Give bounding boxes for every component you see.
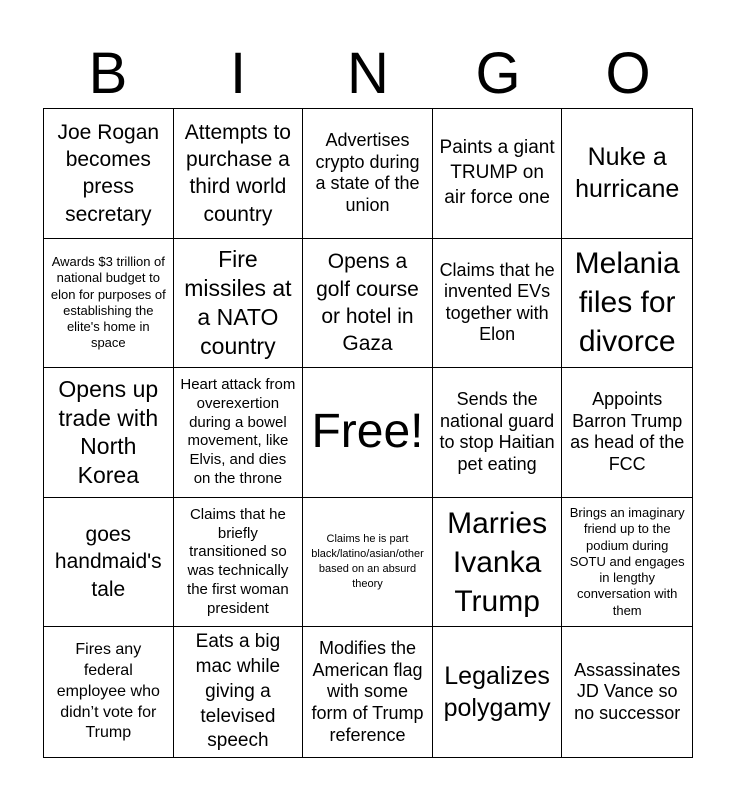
bingo-cell[interactable]: goes handmaid's tale: [44, 498, 174, 628]
bingo-cell[interactable]: Fire missiles at a NATO country: [174, 239, 304, 369]
bingo-cell[interactable]: Melania files for divorce: [562, 239, 692, 369]
bingo-cell[interactable]: Sends the national guard to stop Haitian pet eating: [433, 368, 563, 498]
bingo-grid: [43, 108, 693, 758]
bingo-cell[interactable]: Advertises crypto during a state of the union: [303, 109, 433, 239]
bingo-cell[interactable]: Awards $3 trillion of national budget to elon for purposes of establishing the elite's home in space: [44, 239, 174, 369]
bingo-cell[interactable]: Opens a golf course or hotel in Gaza: [303, 239, 433, 369]
header-letter-n: N: [347, 41, 389, 106]
bingo-cell[interactable]: Paints a giant TRUMP on air force one: [433, 109, 563, 239]
bingo-cell[interactable]: Opens up trade with North Korea: [44, 368, 174, 498]
bingo-cell[interactable]: Legalizes polygamy: [433, 627, 563, 757]
header-letter-i: I: [229, 41, 247, 106]
bingo-cell[interactable]: Nuke a hurricane: [562, 109, 692, 239]
bingo-cell[interactable]: Joe Rogan becomes press secretary: [44, 109, 174, 239]
bingo-cell[interactable]: Claims that he briefly transitioned so was technically the first woman president: [174, 498, 304, 628]
bingo-cell[interactable]: Marries Ivanka Trump: [433, 498, 563, 628]
header-letter-g: G: [475, 41, 521, 106]
free-space[interactable]: Free!: [303, 368, 433, 498]
bingo-cell[interactable]: Fires any federal employee who didn’t vote for Trump: [44, 627, 174, 757]
bingo-cell[interactable]: Brings an imaginary friend up to the podium during SOTU and engages in lengthy conversation with them: [562, 498, 692, 628]
bingo-cell[interactable]: Appoints Barron Trump as head of the FCC: [562, 368, 692, 498]
bingo-cell[interactable]: Modifies the American flag with some form of Trump reference: [303, 627, 433, 757]
bingo-cell[interactable]: Heart attack from overexertion during a bowel movement, like Elvis, and dies on the throne: [174, 368, 304, 498]
bingo-cell[interactable]: Claims he is part black/latino/asian/other based on an absurd theory: [303, 498, 433, 628]
bingo-header: [43, 40, 693, 108]
header-letter-b: B: [88, 41, 128, 106]
header-letter-o: O: [605, 41, 651, 106]
bingo-cell[interactable]: Assassinates JD Vance so no successor: [574, 659, 681, 723]
bingo-cell[interactable]: Claims that he invented EVs together with Elon: [433, 239, 563, 369]
bingo-cell[interactable]: Eats a big mac while giving a televised speech: [174, 627, 304, 757]
bingo-cell[interactable]: Attempts to purchase a third world country: [174, 109, 304, 239]
